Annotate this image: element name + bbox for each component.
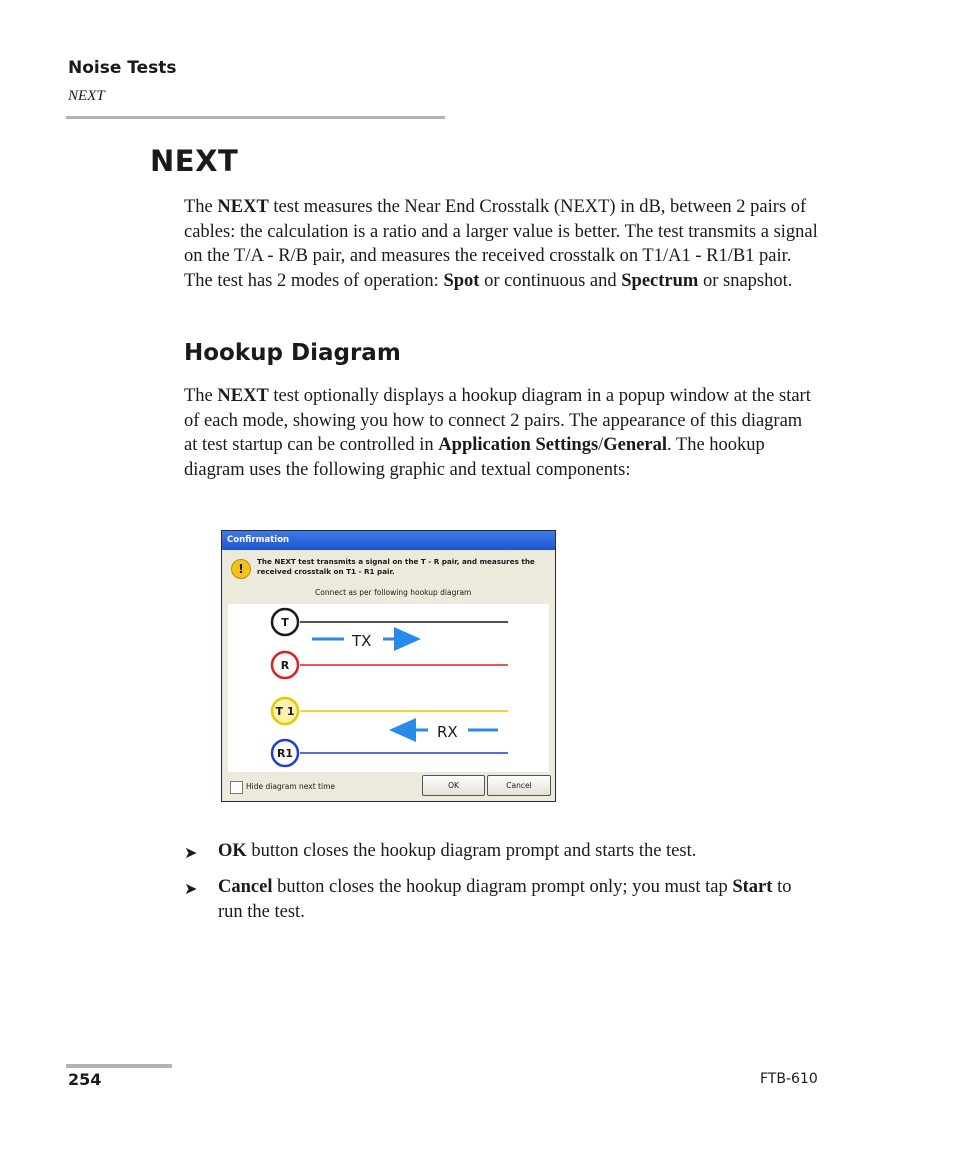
dialog-title: Confirmation [222,531,555,550]
bullet-ok: OK button closes the hookup diagram prompt and starts the test. [218,841,697,861]
dialog-message: The NEXT test transmits a signal on the T - R pair, and measures the received crosstalk on T1 - R1 pair. [257,557,535,576]
product-model: FTB-610 [760,1071,818,1087]
rx-label: RX [437,723,458,741]
bullet-arrow-icon: ➤ [184,845,198,862]
bullet-arrow-icon: ➤ [184,881,198,898]
hookup-heading: Hookup Diagram [184,340,401,366]
hookup-paragraph: The NEXT test optionally displays a hookup diagram in a popup window at the start of each mode, showing you how to connect 2 pairs. The appearance of this diagram at test startup can be controlled in Application Settings/General. The hookup diagram uses the following graphic and textual components: [184,386,811,480]
running-header-section: Noise Tests [68,58,177,78]
footer-rule [66,1064,172,1068]
hookup-diagram-svg [228,604,549,772]
running-header-subsection: NEXT [68,88,105,104]
terminal-r1-label: R1 [276,747,294,760]
bullet-cancel: Cancel button closes the hookup diagram prompt only; you must tap Start to run the test. [218,877,792,922]
header-rule [66,116,445,119]
hide-diagram-checkbox[interactable] [230,781,243,794]
warning-icon: ! [231,559,251,579]
tx-label: TX [352,632,372,650]
terminal-t-label: T [281,616,289,629]
dialog-instruction: Connect as per following hookup diagram [315,588,472,597]
ok-button[interactable]: OK [422,775,485,796]
hide-diagram-label: Hide diagram next time [246,782,335,791]
hookup-diagram [228,604,549,772]
intro-paragraph: The NEXT test measures the Near End Crosstalk (NEXT) in dB, between 2 pairs of cables: the calculation is a ratio and a larger value is better. The test transmits a signal on the T/A - R/B pair, and measures the received crosstalk on T1/A1 - R1/B1 pair. The test has 2 modes of operation: Spot or continuous and Spectrum or snapshot. [184,197,818,291]
confirmation-dialog [221,530,556,802]
page-title: NEXT [150,144,239,178]
cancel-button[interactable]: Cancel [487,775,551,796]
terminal-t1-label: T 1 [275,705,295,718]
terminal-r-label: R [280,659,290,672]
page-number: 254 [68,1070,102,1089]
